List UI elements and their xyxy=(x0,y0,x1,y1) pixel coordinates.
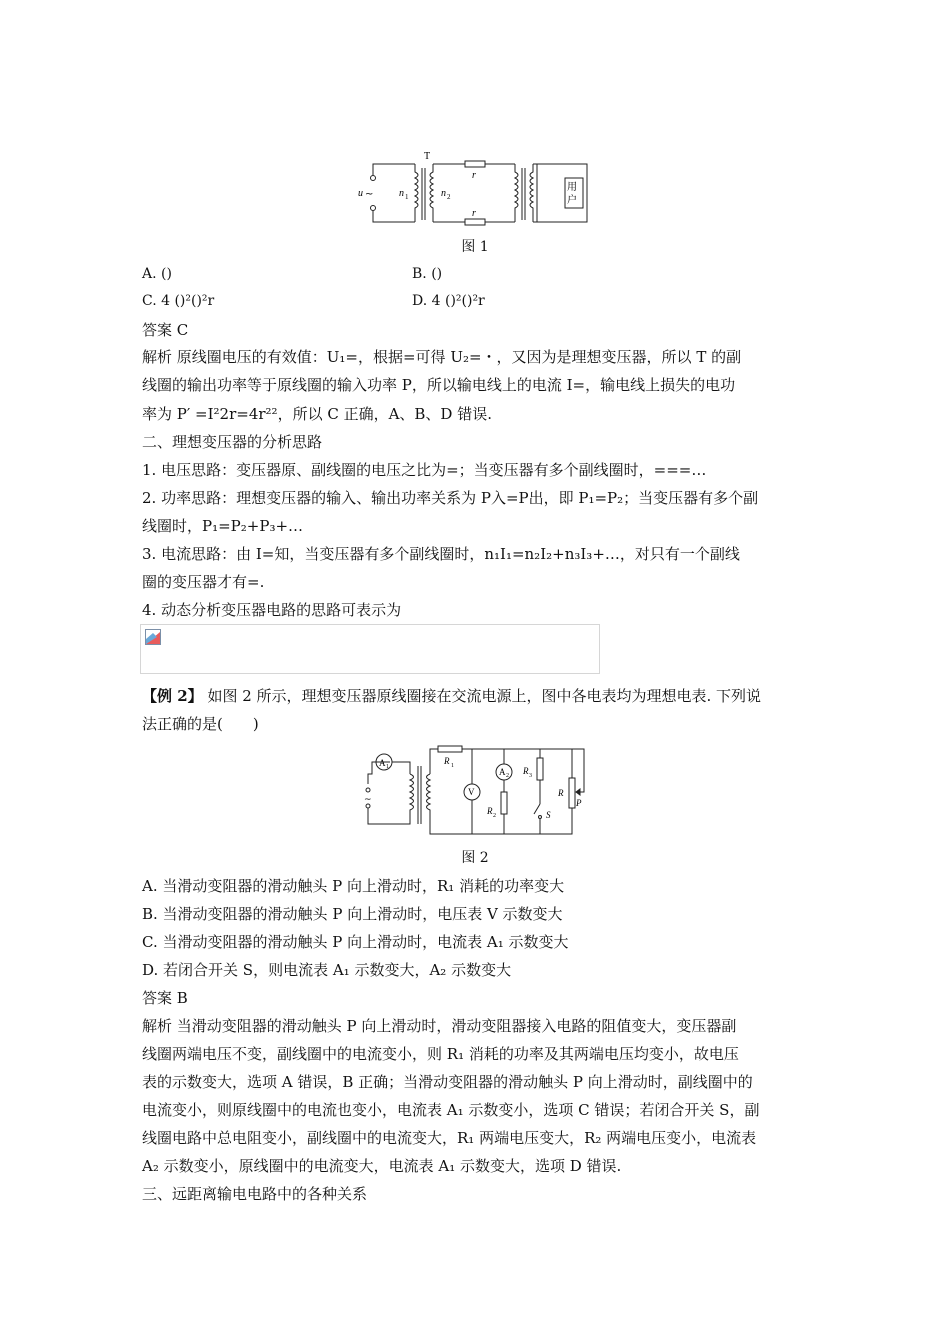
q1-option-c: C. 4 ()²()²r xyxy=(142,293,215,309)
label-r-bottom: r xyxy=(472,208,476,219)
label-R2: R xyxy=(487,806,493,816)
label-user-line2: 户 xyxy=(567,195,577,206)
section-2-item-4: 4. 动态分析变压器电路的思路可表示为 xyxy=(142,601,402,619)
q2-option-c: C. 当滑动变阻器的滑动触头 P 向上滑动时，电流表 A₁ 示数变大 xyxy=(142,933,569,951)
q2-answer: 答案 B xyxy=(142,989,188,1007)
label-R1-sub: 1 xyxy=(451,763,454,769)
q2-option-d: D. 若闭合开关 S，则电流表 A₁ 示数变大，A₂ 示数变大 xyxy=(142,961,512,979)
label-R3-sub: 3 xyxy=(529,773,532,779)
example-2-stem-line-2: 法正确的是( ) xyxy=(142,715,259,733)
q2-analysis-line-6: A₂ 示数变小，原线圈中的电流变大，电流表 A₁ 示数变大，选项 D 错误. xyxy=(142,1157,622,1175)
q2-analysis-line-2: 线圈两端电压不变，副线圈中的电流变小，则 R₁ 消耗的功率及其两端电压均变小，故电压 xyxy=(142,1045,739,1063)
label-R1: R xyxy=(444,756,450,766)
example-2-tag: 【例 2】 xyxy=(142,687,203,705)
label-A2: A xyxy=(499,767,506,777)
figure-1-circuit-diagram xyxy=(355,150,595,235)
q1-analysis-line-2: 线圈的输出功率等于原线圈的输入功率 P，所以输电线上的电流 I=，输电线上损失的电功 xyxy=(142,376,736,394)
broken-image-icon xyxy=(145,629,161,645)
label-V: V xyxy=(468,787,475,797)
q2-analysis-line-5: 线圈电路中总电阻变小，副线圈中的电流变大，R₁ 两端电压变大，R₂ 两端电压变小，电流表 xyxy=(142,1129,757,1147)
section-2-title: 二、理想变压器的分析思路 xyxy=(142,433,323,451)
section-2-item-1: 1. 电压思路：变压器原、副线圈的电压之比为=；当变压器有多个副线圈时，===… xyxy=(142,461,707,479)
section-2-item-2: 2. 功率思路：理想变压器的输入、输出功率关系为 P入=P出，即 P₁=P₂；当变压器有多个副 xyxy=(142,489,759,507)
label-n1: n xyxy=(399,188,404,199)
label-n2: n xyxy=(441,188,446,199)
label-P: P xyxy=(576,798,582,808)
section-2-item-3-cont: 圈的变压器才有=. xyxy=(142,573,265,591)
label-R3: R xyxy=(523,766,529,776)
label-source: ~ xyxy=(364,795,372,805)
q2-option-b: B. 当滑动变阻器的滑动触头 P 向上滑动时，电压表 V 示数变大 xyxy=(142,905,563,923)
label-u: u xyxy=(358,188,363,199)
q1-option-d: D. 4 ()²()²r xyxy=(412,293,485,309)
label-T: T xyxy=(424,151,431,162)
q1-analysis-line-1: 解析 原线圈电压的有效值：U₁=，根据=可得 U₂=・，又因为是理想变压器，所以 T 的副 xyxy=(142,348,742,366)
q1-answer: 答案 C xyxy=(142,321,189,339)
q2-analysis-line-4: 电流变小，则原线圈中的电流也变小，电流表 A₁ 示数变小，选项 C 错误；若闭合开关 S，副 xyxy=(142,1101,760,1119)
example-2-stem-line-1 xyxy=(142,686,761,706)
label-A2-sub: 2 xyxy=(506,773,509,779)
figure-2-caption: 图 2 xyxy=(461,850,489,866)
figure-2-circuit-diagram xyxy=(360,744,590,844)
label-S: S xyxy=(546,810,551,820)
q2-option-a: A. 当滑动变阻器的滑动触头 P 向上滑动时，R₁ 消耗的功率变大 xyxy=(142,877,565,895)
section-3-title: 三、远距离输电电路中的各种关系 xyxy=(142,1185,368,1203)
label-n2-sub: 2 xyxy=(447,193,451,201)
label-A1-sub: 1 xyxy=(386,764,389,770)
example-2-stem-text: 如图 2 所示，理想变压器原线圈接在交流电源上，图中各电表均为理想电表. 下列说 xyxy=(202,687,762,705)
label-n1-sub: 1 xyxy=(405,193,409,201)
q2-analysis-line-1: 解析 当滑动变阻器的滑动触头 P 向上滑动时，滑动变阻器接入电路的阻值变大，变压器副 xyxy=(142,1017,737,1035)
q1-option-a: A. () xyxy=(142,266,172,282)
label-ac-tilde: ~ xyxy=(365,189,374,200)
flowchart-image-placeholder xyxy=(140,624,600,674)
section-2-item-3: 3. 电流思路：由 I=知，当变压器有多个副线圈时，n₁I₁=n₂I₂+n₃I₃+…，对只有一个副线 xyxy=(142,545,740,563)
q1-option-b: B. () xyxy=(412,266,443,282)
q1-analysis-line-3: 率为 P′ =I²2r=4r²²，所以 C 正确，A、B、D 错误. xyxy=(142,405,492,423)
label-r-top: r xyxy=(472,170,476,181)
label-user-line1: 用 xyxy=(567,182,577,193)
label-A1: A xyxy=(379,758,386,768)
figure-1-caption: 图 1 xyxy=(461,239,489,255)
label-R2-sub: 2 xyxy=(493,813,496,819)
q2-analysis-line-3: 表的示数变大，选项 A 错误，B 正确；当滑动变阻器的滑动触头 P 向上滑动时，副线圈中的 xyxy=(142,1073,753,1091)
section-2-item-2-cont: 线圈时，P₁=P₂+P₃+… xyxy=(142,517,304,535)
label-R: R xyxy=(558,788,564,798)
